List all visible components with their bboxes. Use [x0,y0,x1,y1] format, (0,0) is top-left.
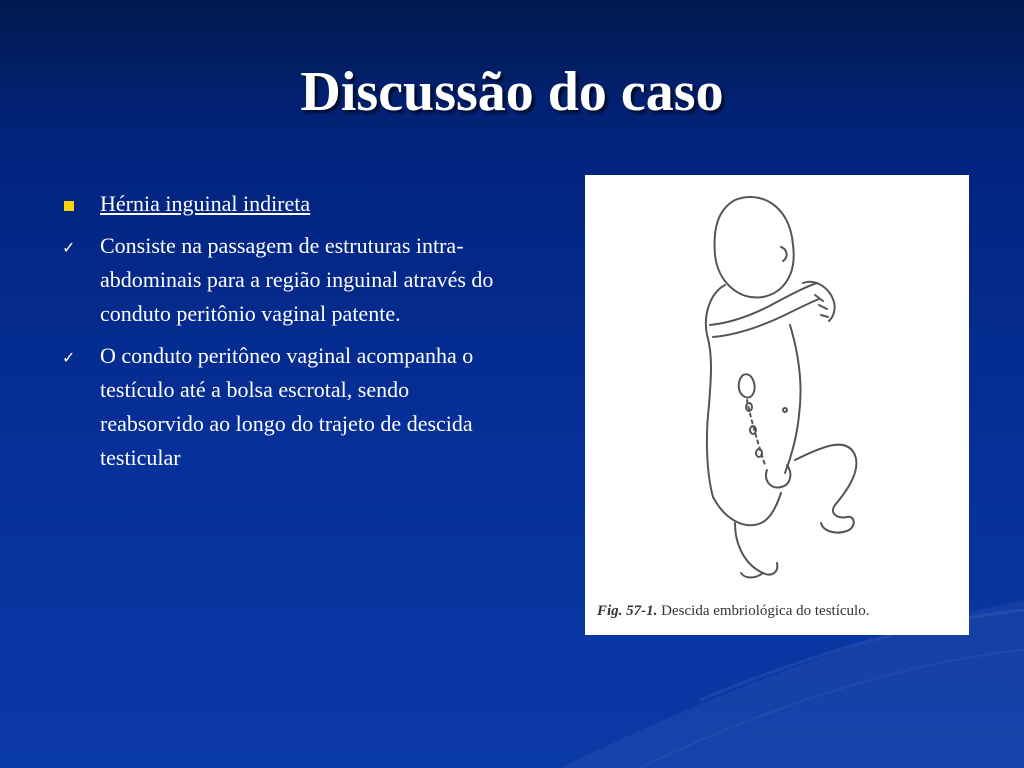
caption-label: Fig. 57-1. [597,603,658,619]
figure-caption [597,603,967,620]
slide-title: Discussão do caso [300,61,724,123]
checkmark-bullet-icon: ✓ [62,238,76,257]
caption-text: Descida embriológica do testículo. [661,603,870,619]
bullet-text: O conduto peritôneo vaginal acompanha o testículo até a bolsa escrotal, sendo reabsorvido ao longo do trajeto de descida testicular [100,343,474,470]
checkmark-bullet-icon: ✓ [62,348,76,367]
figure-image [585,175,969,635]
bullet-item [60,187,510,221]
square-bullet-icon [64,201,74,211]
bullet-text: Consiste na passagem de estruturas intra- abdominais para a região inguinal através do conduto peritônio vaginal patente. [100,233,494,326]
bullet-list [60,187,510,483]
infant-illustration [585,175,969,595]
bullet-item [60,339,510,475]
bullet-item [60,229,510,331]
bullet-heading: Hérnia inguinal indireta [100,191,311,216]
